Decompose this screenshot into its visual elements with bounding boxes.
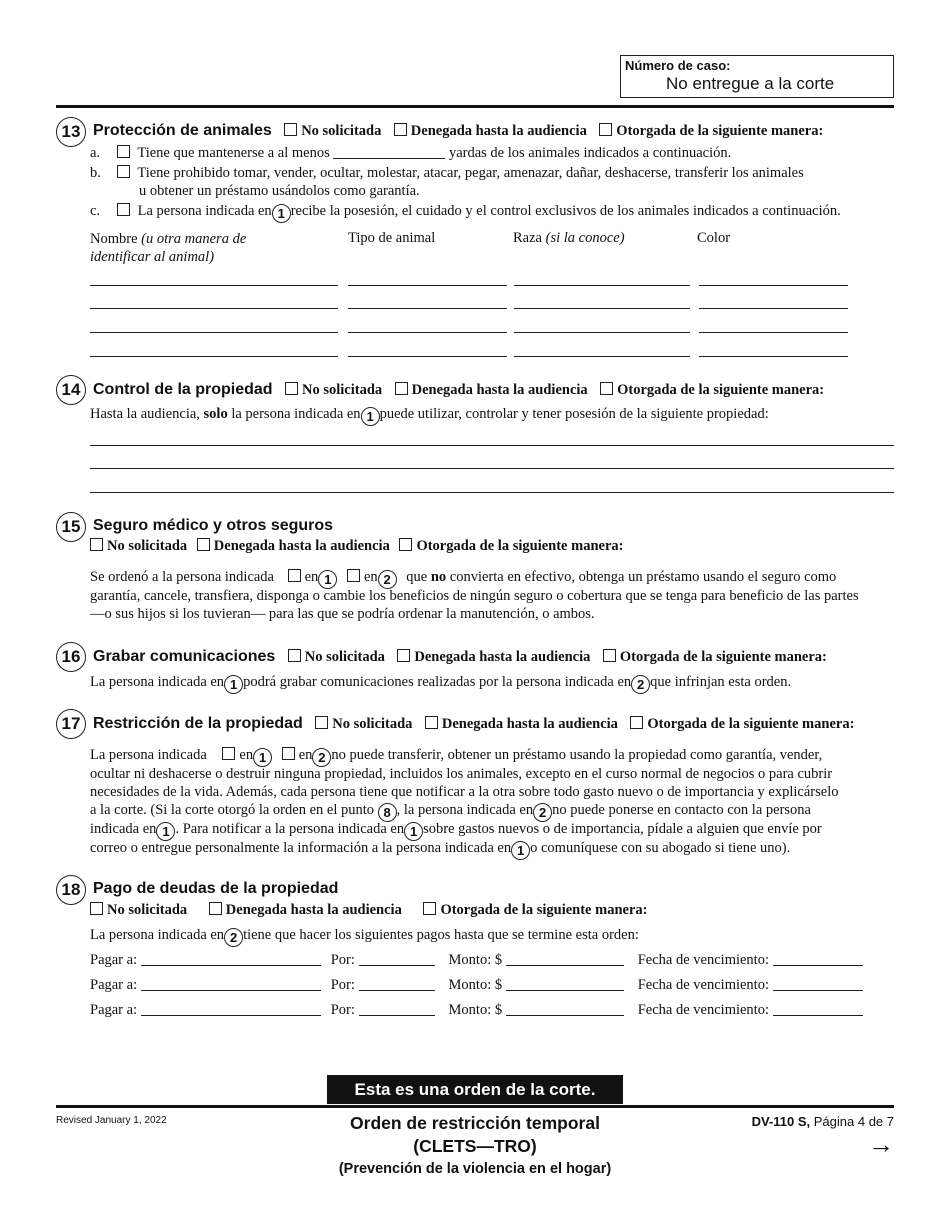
party-1-ref: 1 [224,675,243,694]
animal-row-4-col-4-field[interactable] [699,356,848,357]
party-1-ref: 1 [361,407,380,426]
due-date-field[interactable] [773,1003,863,1016]
s15-party-1-checkbox[interactable] [288,569,301,582]
s14-property-line-1[interactable] [90,445,894,446]
s17-line-4: a la corte. (Si la corte otorgó la orden en el punto 8 , la persona indicada en 2 no puede ponerse en contacto con la persona [90,802,811,820]
s17-line-3: necesidades de la vida. Además, cada persona tiene que notificar a la otra sobre todo gasto nuevo o de importancia y explicárselo [90,784,839,800]
s13-denied-label: Denegada hasta la audiencia [410,123,587,139]
party-2-ref: 2 [312,748,331,767]
s13-not-requested-label: No solicitada [301,123,382,139]
animal-row-4-col-1-field[interactable] [90,356,338,357]
amount-field[interactable] [506,978,624,991]
footer-rule [56,1105,894,1108]
party-1-ref: 1 [156,822,175,841]
s14-denied-label: Denegada hasta la audiencia [411,382,588,398]
s13-a-checkbox[interactable] [117,145,130,158]
amount-field[interactable] [506,953,624,966]
s13-col-color: Color [697,230,731,246]
court-order-banner: Esta es una orden de la corte. [327,1075,623,1104]
section-15-title: Seguro médico y otros seguros [93,517,334,534]
section-13-title: Protección de animales [93,122,272,139]
s16-denied-checkbox[interactable] [397,649,410,662]
section-17-title: Restricción de la propiedad [93,715,303,732]
s13-item-b-line2: u obtener un préstamo usándolos como garantía. [139,183,420,199]
section-13-title-row [93,122,823,140]
s15-line-3: —o sus hijos si los tuvieran— para las que se podría ordenar la manutención, o ambos. [90,606,595,622]
s17-not-requested-checkbox[interactable] [315,716,328,729]
s14-not-requested-checkbox[interactable] [285,382,298,395]
animal-row-3-col-2-field[interactable] [348,332,507,333]
s17-granted-checkbox[interactable] [630,716,643,729]
s18-not-requested-checkbox[interactable] [90,902,103,915]
party-1-ref: 1 [511,841,530,860]
form-title-3: (Prevención de la violencia en el hogar) [338,1161,612,1177]
animal-row-1-col-1-field[interactable] [90,285,338,286]
party-2-ref: 2 [533,803,552,822]
s13-item-a: a. Tiene que mantenerse a al menos yardas de los animales indicados a continuación. [90,145,732,161]
animal-row-1-col-2-field[interactable] [348,285,507,286]
s15-party-2-checkbox[interactable] [347,569,360,582]
s17-line-6: correo o entregue personalmente la información a la persona indicada en 1 o comuníquese con su abogado si tiene uno). [90,840,791,858]
item-8-ref: 8 [378,803,397,822]
section-17-title-row: Restricción de la propiedad No solicitada Denegada hasta la audiencia Otorgada de la siguiente manera: [93,715,855,732]
section-18-number: 18 [56,875,86,905]
s14-text: Hasta la audiencia, solo la persona indicada en 1 puede utilizar, controlar y tener posesión de la siguiente propiedad: [90,406,769,424]
pay-to-field[interactable] [141,1003,321,1016]
animal-row-1-col-3-field[interactable] [514,285,690,286]
s16-text: La persona indicada en 1 podrá grabar comunicaciones realizadas por la persona indicada en 2 que infrinjan esta orden. [90,674,792,692]
animal-row-2-col-3-field[interactable] [514,308,690,309]
animal-row-4-col-2-field[interactable] [348,356,507,357]
s18-text: La persona indicada en 2 tiene que hacer los siguientes pagos hasta que se termine esta orden: [90,927,639,945]
pay-to-field[interactable] [141,978,321,991]
header-rule [56,105,894,108]
party-1-ref: 1 [272,204,291,223]
s15-not-requested-checkbox[interactable] [90,538,103,551]
section-16-title: Grabar comunicaciones [93,648,276,665]
party-2-ref: 2 [224,928,243,947]
payment-row: Pagar a: Por: Monto: $ Fecha de vencimiento: [90,977,863,994]
s13-col-name: Nombre (u otra manera de identificar al animal) [90,231,247,265]
form-title-2: (CLETS—TRO) [413,1136,537,1156]
s13-c-checkbox[interactable] [117,203,130,216]
section-16-title-row: Grabar comunicaciones No solicitada Denegada hasta la audiencia Otorgada de la siguiente manera: [93,648,827,665]
s14-not-requested-label: No solicitada [302,382,383,398]
s18-denied-checkbox[interactable] [209,902,222,915]
animal-row-3-col-1-field[interactable] [90,332,338,333]
party-1-ref: 1 [253,748,272,767]
s17-party-1-checkbox[interactable] [222,747,235,760]
section-16-number: 16 [56,642,86,672]
s18-granted-checkbox[interactable] [423,902,436,915]
for-field[interactable] [359,978,435,991]
section-18-title: Pago de deudas de la propiedad [93,880,339,897]
animal-row-3-col-4-field[interactable] [699,332,848,333]
s13-col-type: Tipo de animal [348,230,436,246]
section-14-number: 14 [56,375,86,405]
for-field[interactable] [359,953,435,966]
section-13-number: 13 [56,117,86,147]
section-14-title-row [93,381,824,399]
s15-line-1: Se ordenó a la persona indicada en 1 en 2 que no convierta en efectivo, obtenga un préstamo usando el seguro como [90,569,837,587]
s13-denied-checkbox[interactable] [394,123,407,136]
animal-row-4-col-3-field[interactable] [514,356,690,357]
s14-granted-label: Otorgada de la siguiente manera: [617,382,825,398]
s14-property-line-2[interactable] [90,468,894,469]
s13-b-checkbox[interactable] [117,165,130,178]
s13-item-b: b. Tiene prohibido tomar, vender, ocultar, molestar, atacar, pegar, amenazar, dañar, deshacerse, transferir los animales [90,165,804,181]
s17-line-1: La persona indicada en 1 en 2 no puede transferir, obtener un préstamo usando la propiedad como garantía, vender, [90,747,823,765]
form-page-id: DV-110 S, Página 4 de 7 [751,1114,894,1129]
section-17-number: 17 [56,709,86,739]
pay-to-field[interactable] [141,953,321,966]
s17-party-2-checkbox[interactable] [282,747,295,760]
s15-line-2: garantía, cancele, transfiera, disponga o cambie los beneficios de ningún seguro o cobertura que se tenga para beneficio de las partes [90,588,859,604]
s14-property-line-3[interactable] [90,492,894,493]
due-date-field[interactable] [773,953,863,966]
party-1-ref: 1 [404,822,423,841]
party-1-ref: 1 [318,570,337,589]
s13-col-breed: Raza (si la conoce) [513,230,625,246]
s18-options: No solicitada Denegada hasta la audiencia Otorgada de la siguiente manera: [90,902,647,919]
s17-line-2: ocultar ni deshacerse o destruir ninguna propiedad, incluidos los animales, excepto en el curso normal de negocios o para cubrir [90,766,833,782]
amount-field[interactable] [506,1003,624,1016]
s15-options: No solicitada Denegada hasta la audiencia Otorgada de la siguiente manera: [90,538,623,555]
revised-date: Revised January 1, 2022 [56,1115,167,1126]
s13-yards-field[interactable] [333,146,445,159]
s15-granted-checkbox[interactable] [399,538,412,551]
s15-denied-checkbox[interactable] [197,538,210,551]
case-number-label: Número de caso: [625,58,731,73]
payment-row: Pagar a: Por: Monto: $ Fecha de vencimiento: [90,952,863,969]
payment-row: Pagar a: Por: Monto: $ Fecha de vencimiento: [90,1002,863,1019]
animal-row-2-col-2-field[interactable] [348,308,507,309]
animal-row-3-col-3-field[interactable] [514,332,690,333]
s13-granted-label: Otorgada de la siguiente manera: [616,123,824,139]
animal-row-2-col-1-field[interactable] [90,308,338,309]
section-14-title: Control de la propiedad [93,381,273,398]
case-number-value: No entregue a la corte [666,74,835,93]
next-page-arrow-icon: → [868,1129,894,1159]
party-2-ref: 2 [378,570,397,589]
s13-not-requested-checkbox[interactable] [284,123,297,136]
s14-granted-checkbox[interactable] [600,382,613,395]
section-15-number: 15 [56,512,86,542]
s16-not-requested-checkbox[interactable] [288,649,301,662]
form-title-1: Orden de restricción temporal [350,1113,600,1133]
case-number-box [620,55,894,98]
s14-denied-checkbox[interactable] [395,382,408,395]
for-field[interactable] [359,1003,435,1016]
party-2-ref: 2 [631,675,650,694]
animal-row-1-col-4-field[interactable] [699,285,848,286]
due-date-field[interactable] [773,978,863,991]
s13-granted-checkbox[interactable] [599,123,612,136]
s17-line-5: indicada en 1 . Para notificar a la persona indicada en 1 sobre gastos nuevos o de importancia, pídale a alguien que envíe por [90,821,822,839]
s16-granted-checkbox[interactable] [603,649,616,662]
animal-row-2-col-4-field[interactable] [699,308,848,309]
s17-denied-checkbox[interactable] [425,716,438,729]
s13-item-c: c. La persona indicada en 1 recibe la posesión, el cuidado y el control exclusivos de los animales indicados a continuación. [90,203,841,221]
